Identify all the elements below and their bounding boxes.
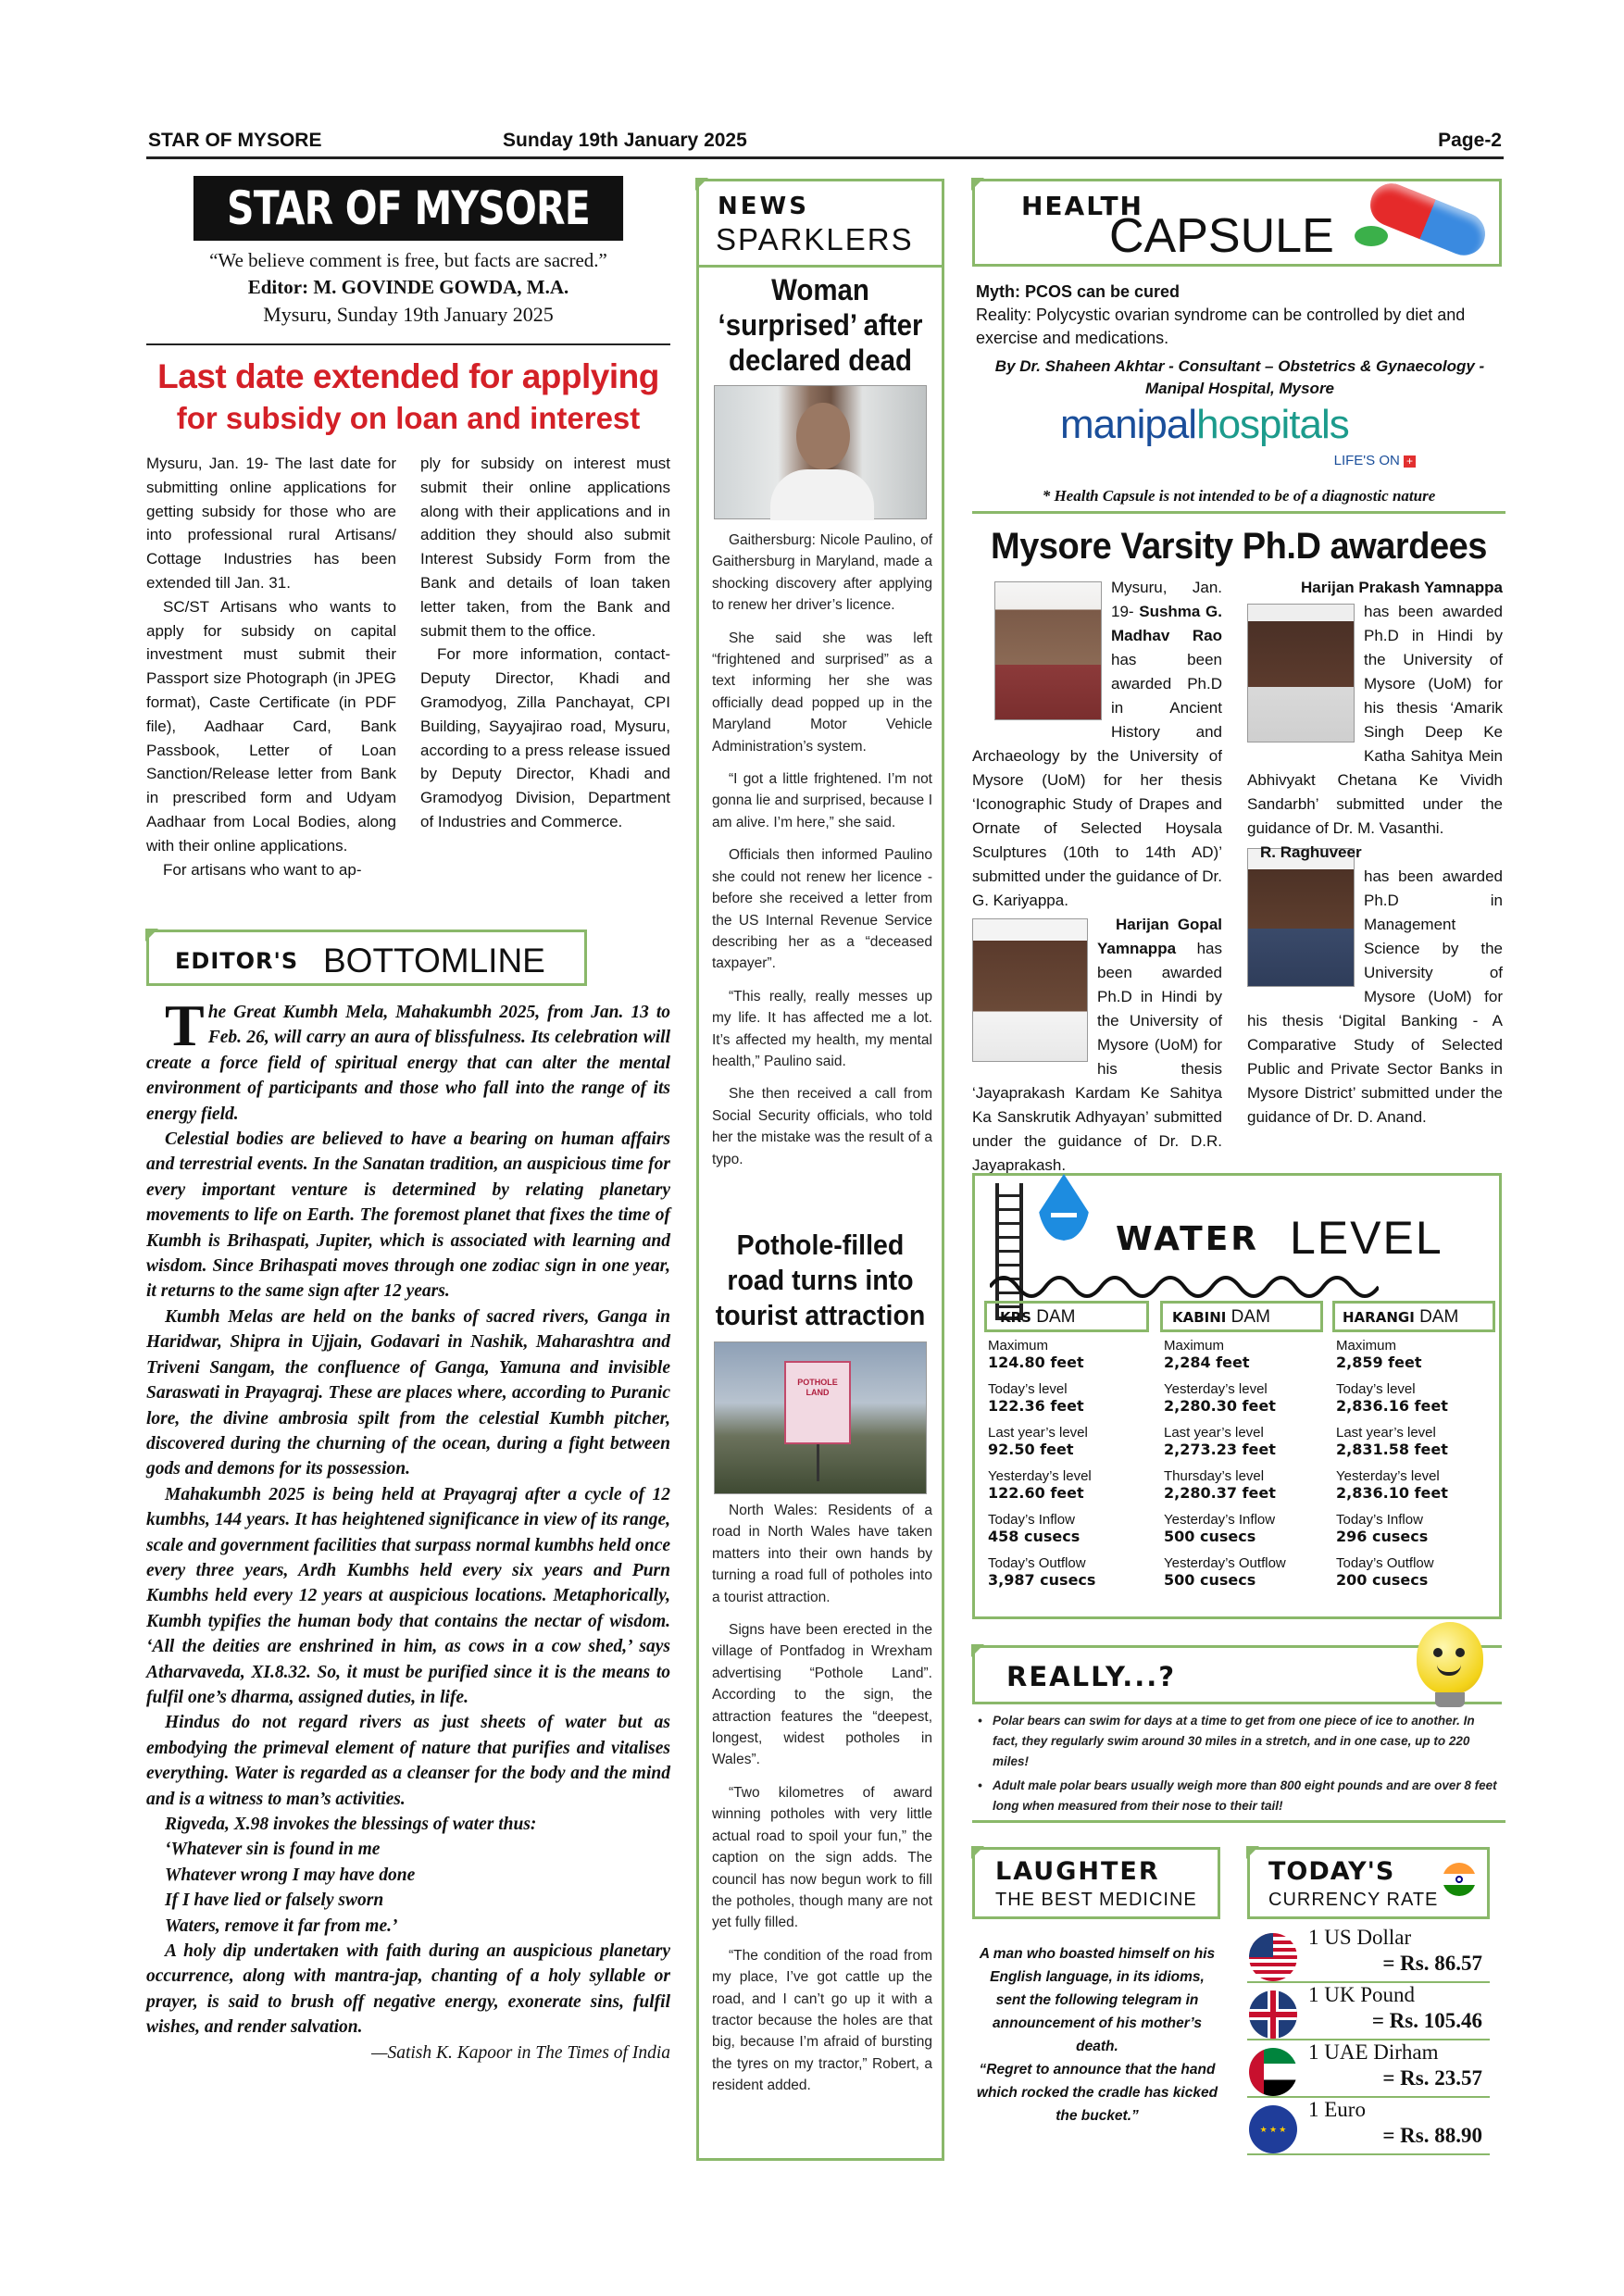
photo-woman [714,385,927,519]
currency-label: TODAY'S [1268,1857,1395,1886]
currency-value: = Rs. 88.90 [1382,2124,1482,2147]
really-item: • Polar bears can swim for days at a time to get from one piece of ice to another. In fact, they regularly swim around 30 miles in a stretch, and in one case, up to 220 miles! [978,1714,1475,1768]
dam-rows: Maximum 2,859 feet Today’s level 2,836.16 feet Last year’s level 2,831.58 feet Yesterday’s level 2,836.10 feet Today’s Inflow 296 cusecs Today’s Outflow 200 cusecs [1336,1338,1448,1589]
phd-awardee-4: has been awarded Ph.D in Management Science by the University of Mysore (UoM) for his thesis ‘Digital Banking - A Comparative Study of Selected Public and Private Sector Banks in Mysore District’ submitted under the guidance of Dr. D. Anand. [1247,867,1503,1126]
currency-value: = Rs. 105.46 [1371,2009,1482,2032]
news-para: “The condition of the road from my place, I’ve got cattle up the road, and I can’t go up it with a tractor because the holes are that big, because I’m afraid of bursting the tyres on my tractor,” Robert, a resident added. [712,1947,932,2094]
logo-hospitals: hospitals [1196,402,1349,447]
bulb-base [1435,1692,1465,1707]
editorial-verse: ‘Whatever sin is found in me [165,1840,381,1860]
editorial-verse: If I have lied or falsely sworn [165,1890,384,1911]
bulb-icon [1417,1622,1483,1694]
editorial-para: Mahakumbh 2025 is being held at Prayagraj after a cycle of 12 kumbhs, 144 years. It has heightened significance in view of its range, scale and government facilities that surpass normal kumbhs held once every three years, Ardh Kumbhs held every six years and Purn Kumbhs held every 12 years at auspicious locations. Metaphorically, Kumbh typifies the human body that contains the nectar of wisdom. ‘All the deities are enshrined in him, as cows in a cow shed,’ says Atharvaveda, XI.8.32. So, it must be purified since it is the means to fulfil one’s dharma, assigned duties, in life. [146,1484,670,1707]
water-label-light: LEVEL [1290,1212,1443,1264]
health-body [976,281,1504,400]
uk-flag-icon [1249,1990,1297,2039]
page-header [146,128,1504,159]
water-level-box [972,1173,1502,1619]
subsidy-headline-1: Last date extended for applying [157,357,659,395]
water-label-bold: WATER [1116,1220,1260,1258]
really-item: • Adult male polar bears usually weigh more than 800 eight pounds and are over 8 feet long when measured from their nose to their tail! [978,1778,1497,1813]
currency-value: = Rs. 86.57 [1382,1952,1482,1975]
phd-awardee-4-name: R. Raghuveer [1260,843,1362,861]
flag-icon [971,1846,984,1859]
news-story1-body [712,530,932,1170]
capsule-icon [1364,177,1492,261]
laughter-label: LAUGHTER [995,1857,1160,1886]
subsidy-para: Mysuru, Jan. 19- The last date for submitting online applications for getting subsidy for those who are into professional rural Artisans/ Cottage Industries has been extended till Jan. 31. [146,455,396,592]
editorial-body [146,992,670,2065]
logo-tagline: LIFE'S ON + [1334,453,1416,468]
currency-label-box [1247,1847,1490,1919]
phd-col-2 [1247,576,1503,1129]
dam-harangi [1332,1301,1495,1604]
editorial-label-light: BOTTOMLINE [323,942,545,980]
news-para: “Two kilometres of award winning potholes with very little actual road to spoil your fun,” the caption on the sign adds. The council has now begun work to fill the potholes, though many are not yet fully filled. [712,1784,932,1931]
phd-awardee-2-name: Harijan Prakash Yamnappa [1301,579,1503,596]
photo-gopal [972,918,1088,1062]
news-story2-body [712,1500,932,2097]
news-para: “I got a little frightened. I’m not gonna lie and surprised, because I am alive. I’m here,” she said. [712,771,932,830]
logo-manipal: manipal [1060,402,1197,447]
news-label-bold: NEWS [718,193,809,220]
photo-pothole-sign [714,1341,927,1494]
currency-name: 1 Euro [1308,2098,1366,2121]
subsidy-para: SC/ST Artisans who wants to apply for subsidy on capital investment must submit their Passport size Photograph (in JPEG format), Caste Certificate (in PDF file), Aadhaar Card, Bank Passbook, Letter of Loan Sanction/Release letter from Bank in prescribed form and Udyam Aadhaar from Local Bodies, along with their online applications. [146,597,396,855]
us-flag-icon [1249,1933,1297,1981]
phd-awardee-2: has been awarded Ph.D in Hindi by the University of Mysore (UoM) for his thesis ‘Amarik Singh Deep Ke Katha Sahitya Mein Abhivyakt Chetana Ke Vividh Sandarbh’ submitted under the guidance of Dr. M. Vasanthi. [1247,603,1503,837]
photo-raghuveer [1247,848,1355,987]
sign-text: POTHOLE LAND [797,1378,838,1397]
news-sparklers-box [696,179,944,2161]
masthead-editor: Editor: M. GOVINDE GOWDA, M.A. [247,276,569,298]
header-paper: STAR OF MYSORE [148,130,322,151]
editorial-para: A holy dip undertaken with faith during an auspicious planetary occurrence, along with mantra-jap, chanting of a holy syllable or prayer, is said to brush off negative energy, exonerate sins, fulfil wishes, and render salvation. [146,1941,670,2038]
news-para: She then received a call from Social Security officials, who told her the mistake was the result of a typo. [712,1086,932,1167]
masthead [146,176,670,345]
laughter-sub: THE BEST MEDICINE [995,1890,1197,1910]
wave-line [990,1278,1379,1296]
currency-name: 1 US Dollar [1308,1926,1412,1949]
editorial-para: Hindus do not regard rivers as just sheets of water but as embodying the primeval element of nature that purifies and vitalises everything. Water is regarded as a cleanser for the body and the mind and is a witness to man’s activities. [146,1713,670,1809]
subsidy-headline-2: for subsidy on loan and interest [176,401,641,435]
flag-icon [1246,1846,1259,1859]
photo-prakash [1247,604,1355,742]
editorial-verse: Whatever wrong I may have done [165,1865,416,1885]
phd-col-1 [972,576,1222,1178]
dam-rows: Maximum 124.80 feet Today’s level 122.36 feet Last year’s level 92.50 feet Yesterday’s level 122.60 feet Today’s Inflow 458 cusecs Today’s Outflow 3,987 cusecs [988,1338,1096,1589]
plus-icon: + [1404,455,1416,468]
dam-header: HARANGI DAM [1332,1301,1495,1332]
subsidy-col-2 [420,452,670,834]
subsidy-story [146,356,670,879]
currency-list [1247,1926,1490,2155]
really-list [976,1711,1504,1816]
dam-krs [984,1301,1149,1604]
subsidy-col-1 [146,452,396,881]
health-reality: Reality: Polycystic ovarian syndrome can be controlled by diet and exercise and medications. [976,306,1466,347]
news-story1-headline: Woman ‘surprised’ after declared dead [718,273,923,377]
currency-row-usd [1247,1926,1490,1983]
header-date: Sunday 19th January 2025 [503,130,747,151]
currency-name: 1 UAE Dirham [1308,2040,1439,2064]
editorial-para: Rigveda, X.98 invokes the blessings of water thus: [165,1815,537,1834]
flag-icon [971,178,984,191]
header-page: Page-2 [1438,130,1502,151]
health-label-light: CAPSULE [1109,209,1334,263]
health-byline: By Dr. Shaheen Akhtar - Consultant – Obstetrics & Gynaecology - Manipal Hospital, Mysore [994,357,1485,397]
flag-icon [695,178,708,191]
news-para: She said she was left “frightened and surprised” as a text informing her she was officially dead popped up in the Maryland Motor Vehicle Administration’s system. [712,630,932,755]
news-story2-headline: Pothole-filled road turns into tourist attraction [715,1229,926,1331]
editorial-credit: —Satish K. Kapoor in The Times of India [371,2042,670,2063]
water-drop-icon [1038,1174,1090,1241]
editorial-first: The Great Kumbh Mela, Mahakumbh 2025, from Jan. 13 to Feb. 26, will carry an aura of blissfulness. Its celebration will create a force field of spiritual energy that can alter the mental environment of participants and those who fall into the range of its energy field. [146,992,670,1124]
flag-icon [145,929,158,942]
currency-sub: CURRENCY RATE [1268,1890,1439,1910]
phd-awardee-1: Mysuru, Jan. 19- Sushma G. Madhav Rao has been awarded Ph.D in Ancient History and Archaeology by the University of Mysore (UoM) for her thesis ‘Iconographic Study of Drapes and Ornate of Selected Hoysala Sculptures (10th to 14th AD)’ submitted under the guidance of Dr. G. Kariyappa. [972,579,1222,909]
really-label: REALLY...? [1006,1661,1177,1692]
news-para: Signs have been erected in the village of Pontfadog in Wrexham advertising “Pothole Land”. According to the sign, the attraction features the “deepest, longest, widest potholes in Wales”. [712,1622,932,1768]
eu-flag-icon: ★ ★ ★ [1249,2105,1297,2153]
photo-sushma [994,581,1102,720]
joke-setup: A man who boasted himself on his English language, in its idioms, sent the following telegram in announcement of his mother’s death. [979,1946,1216,2054]
editorial-verse: Waters, remove it far from me.’ [165,1915,398,1936]
currency-row-aed [1247,2040,1490,2098]
health-label-bold: HEALTH [1021,191,1143,221]
editorial-label-box [146,930,587,986]
news-para: North Wales: Residents of a road in North Wales have taken matters into their own hands by turning a road full of potholes into a tourist attraction. [712,1503,932,1605]
india-flag-icon [1443,1863,1476,1896]
joke-punchline: “Regret to announce that the hand which rocked the cradle has kicked the bucket.” [976,2062,1218,2124]
pill-icon [1355,226,1388,246]
subsidy-para: For more information, contact-Deputy Director, Khadi and Gramodyog, Zilla Panchayat, CPI Building, Sayyajirao road, Mysuru, according to a press release issued by Deputy Director, Khadi and Gramodyog Division, Department of Industries and Commerce. [420,645,670,830]
subsidy-para: For artisans who want to ap- [163,860,362,879]
dam-header: KRS DAM [984,1301,1149,1332]
news-para: Officials then informed Paulino she could not renew her licence - before she received a letter from the US Internal Revenue Service describing her as a “deceased taxpayer”. [712,847,932,972]
laughter-label-box [972,1847,1220,1919]
laughter-body [976,1942,1218,2128]
phd-headline: Mysore Varsity Ph.D awardees [991,526,1487,567]
dam-kabini [1160,1301,1323,1604]
news-label-light: SPARKLERS [716,222,914,256]
health-myth: Myth: PCOS can be cured [976,282,1181,301]
editorial-label-bold: EDITOR'S [175,948,299,974]
health-label-box [972,179,1502,267]
editorial-para: Celestial bodies are believed to have a bearing on human affairs and terrestrial events. In the Sanatan tradition, an auspicious time for every important venture is determined by relating planetary movements to life on Earth. The foremost planet that fixes the time of Kumbh is Brihaspati, Jupiter, which is associated with learning and wisdom. Since Brihaspati moves through one zodiac sign in one year, it returns to the same sign after 12 years. [146,1129,670,1302]
currency-value: = Rs. 23.57 [1382,2066,1482,2090]
flag-icon [971,1644,984,1657]
dam-header: KABINI DAM [1160,1301,1323,1332]
dam-rows: Maximum 2,284 feet Yesterday’s level 2,280.30 feet Last year’s level 2,273.23 feet Thursday’s level 2,280.37 feet Yesterday’s Inflow 500 cusecs Yesterday’s Outflow 500 cusecs [1164,1338,1286,1589]
subsidy-para: ply for subsidy on interest must submit their online applications along with their applications and in addition they should also submit Interest Subsidy Form from the Bank and details of loan taken letter taken, from the Bank and submit them to the office. [420,455,670,640]
news-para: “This really, really messes up my life. It has affected me a lot. It’s affected my health, my mental health,” Paulino said. [712,988,932,1069]
dropcap: T [165,992,205,1058]
manipal-logo [1060,402,1421,472]
masthead-motto: “We believe comment is free, but facts are sacred.” [209,249,607,271]
currency-row-gbp [1247,1983,1490,2040]
news-para: Gaithersburg: Nicole Paulino, of Gaithersburg in Maryland, made a shocking discovery after applying to renew her driver’s licence. [712,532,932,614]
uae-flag-icon [1249,2048,1297,2096]
currency-row-eur [1247,2098,1490,2155]
phd-awardee-3: Harijan Gopal Yamnappa has been awarded Ph.D in Hindi by the University of Mysore (UoM) for his thesis ‘Jayaprakash Kardam Ke Sahitya Ka Sanskrutik Adhyayan’ submitted under the guidance of Dr. D.R. Jayaprakash. [972,916,1222,1174]
currency-name: 1 UK Pound [1308,1983,1416,2006]
masthead-title: STAR OF MYSORE [194,176,623,241]
editorial-para: Kumbh Melas are held on the banks of sacred rivers, Ganga in Haridwar, Shipra in Ujjain, Godavari in Nashik, Maharashtra and Triveni Sangam, the confluence of Ganga, Yamuna and invisible Saraswati in Prayagraj. These are places where, according to Puranic lore, the divine ambrosia spilt from the celestial Kumbh pitcher, discovered during the churning of the ocean, during a fight between gods and demons for its possession. [146,1306,670,1479]
masthead-dateline: Mysuru, Sunday 19th January 2025 [263,303,554,326]
health-disclaimer: * Health Capsule is not intended to be of a diagnostic nature [1042,487,1436,505]
